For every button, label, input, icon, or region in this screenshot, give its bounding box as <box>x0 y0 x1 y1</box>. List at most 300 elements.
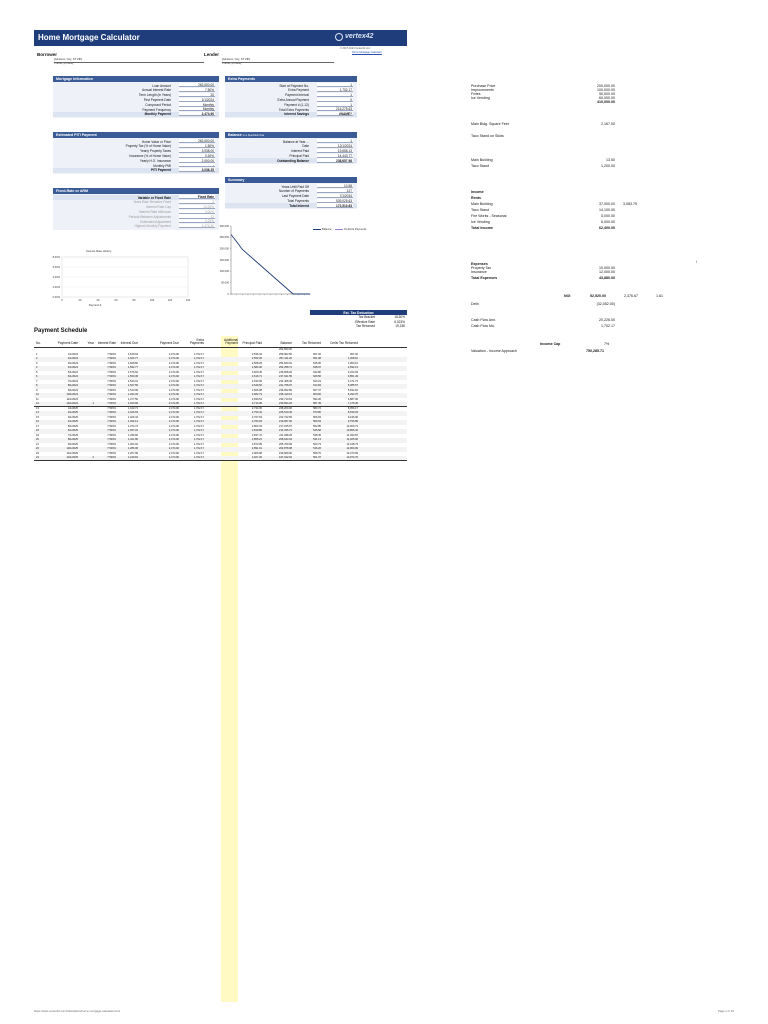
row-rate: 7.500% <box>107 379 116 383</box>
row-interest-due: 1,304.02 <box>127 442 138 446</box>
property-tax-rate-row[interactable]: Property Tax (% of Home Value) 1.50% <box>125 144 214 149</box>
row-interest-due: 1,576.62 <box>127 370 138 374</box>
row-number: 7 <box>36 379 38 383</box>
row-principal: 2,750.44 <box>251 411 262 415</box>
row-principal: 2,584.30 <box>251 366 262 370</box>
col-rate: Interest Rate <box>97 341 116 346</box>
row-interest-due: 1,640.63 <box>127 352 138 356</box>
row-payment-due: 2,474.90 <box>168 456 179 460</box>
row-payment-due: 2,474.90 <box>168 357 179 361</box>
row-balance: 259,963.56 <box>279 352 292 356</box>
row-cumulative-tax: 1,308.10 <box>347 357 358 361</box>
income-cap-value: 7% <box>604 342 610 346</box>
row-interest-due: 1,592.77 <box>127 366 138 370</box>
row-tax: 638.97 <box>313 366 321 370</box>
rate-minimum-row[interactable]: Interest Rate Minimum 3.00% <box>138 209 214 214</box>
row-principal: 2,873.05 <box>251 442 262 446</box>
tax-deduction-heading: Est. Tax Deduction <box>310 310 407 315</box>
note-value: 14,100.00 <box>599 208 615 212</box>
row-payment-due: 2,474.90 <box>168 375 179 379</box>
row-cumulative-tax: 9,196.96 <box>347 415 358 419</box>
row-date: 6/1/2025 <box>67 429 78 433</box>
row-interest-due: 1,608.82 <box>127 361 138 365</box>
row-principal: 2,699.51 <box>251 397 262 401</box>
row-rate: 7.500% <box>107 357 116 361</box>
total-interest-row: Total Interest 172,510.63 <box>225 203 357 208</box>
row-payment-due: 2,474.90 <box>168 433 179 437</box>
rate-type-row[interactable]: Variable or Fixed Rate Fixed Rate <box>53 195 219 200</box>
balance-series-line <box>231 235 310 295</box>
balance-chart-svg <box>205 222 410 300</box>
row-tax: 657.02 <box>313 352 321 356</box>
payment-number-row[interactable]: Payment # (1-12) 1 <box>284 102 352 107</box>
lender-phone: Phone: [Phone] <box>222 61 242 65</box>
note-value: 2,167.00 <box>601 122 615 126</box>
row-extra: 1,702.17 <box>193 352 204 356</box>
note-extra: 3,083.75 <box>623 202 637 206</box>
row-interest-due: 1,560.36 <box>127 375 138 379</box>
row-extra: 1,702.17 <box>193 393 204 397</box>
row-balance: 239,092.89 <box>279 388 292 392</box>
total-extra-payments-row: Total Extra Payments 216,275.63 <box>278 107 352 112</box>
balance-chart <box>205 222 410 300</box>
row-payment-due: 2,474.90 <box>168 388 179 392</box>
row-rate: 7.500% <box>107 429 116 433</box>
row-extra: 1,702.17 <box>193 379 204 383</box>
monthly-pmi-row[interactable]: Monthly PMI - <box>153 163 214 168</box>
first-payment-date-row[interactable]: First Payment Date 1/1/2024 <box>143 97 214 102</box>
tax-bracket-row[interactable]: Tax Bracket 18.50% <box>358 315 405 319</box>
rate-x-tick: 0 <box>61 299 63 302</box>
row-date: 3/1/2025 <box>67 415 78 419</box>
row-cumulative-tax: 11,925.00 <box>346 438 358 442</box>
lender-label: Lender <box>204 52 220 57</box>
piti-heading: Estimated PITI Payment <box>53 132 219 138</box>
row-principal: 2,716.38 <box>251 402 262 406</box>
note-label: Fire Works - Seasonal <box>471 214 507 218</box>
row-balance: 205,769.99 <box>279 442 292 446</box>
row-extra: 1,702.17 <box>193 384 204 388</box>
row-interest-due: 1,339.60 <box>127 433 138 437</box>
row-rate: 7.500% <box>107 433 116 437</box>
summary-heading: Summary <box>225 177 357 183</box>
balance-y-tick: 300,000 <box>219 224 229 228</box>
rate-y-tick: 8.00% <box>52 255 60 259</box>
col-additional: Additional Payment <box>224 337 238 346</box>
row-interest-due: 1,510.99 <box>127 388 138 392</box>
row-payment-due: 2,474.90 <box>168 406 179 410</box>
row-number: 14 <box>36 411 39 415</box>
borrower-address: [Address, City, ST ZIP] <box>54 57 83 61</box>
col-extra: Extra Payments <box>189 337 204 346</box>
mortgage-info-heading: Mortgage Information <box>53 76 219 82</box>
no-extra-legend-swatch <box>335 229 343 230</box>
row-extra: 1,702.17 <box>193 375 204 379</box>
row-payment-due: 2,474.90 <box>168 415 179 419</box>
col-tax: Tax Returned <box>302 341 321 346</box>
row-rate: 7.500% <box>107 420 116 424</box>
row-tax: 523.73 <box>313 442 321 446</box>
opening-balance: 262,500.00 <box>279 348 292 352</box>
row-number: 23 <box>36 451 39 455</box>
row-rate: 7.500% <box>107 366 116 370</box>
row-cumulative-tax: 9,756.89 <box>347 420 358 424</box>
balance-legend-swatch <box>313 229 321 230</box>
row-balance: 222,742.83 <box>279 415 292 419</box>
row-tax: 545.68 <box>313 429 321 433</box>
row-number: 15 <box>36 415 39 419</box>
balance-y-tick: 100,000 <box>219 270 229 274</box>
row-principal: 2,733.36 <box>251 406 262 410</box>
brand-logo: vertex42 <box>345 33 374 40</box>
row-principal: 2,649.52 <box>251 384 262 388</box>
row-number: 13 <box>36 406 39 410</box>
row-number: 12 <box>36 402 39 406</box>
row-balance: 252,258.71 <box>279 366 292 370</box>
row-extra: 1,702.17 <box>193 424 204 428</box>
rate-cap-row[interactable]: Interest Rate Cap 12.00% <box>146 205 214 210</box>
note-label: Property Tax <box>471 266 492 270</box>
row-number: 5 <box>36 370 38 374</box>
row-rate: 7.500% <box>107 442 116 446</box>
rate-chart-title: Interest Rate History <box>86 249 112 253</box>
row-interest-due: 1,409.44 <box>127 415 138 419</box>
footer-page: Page 1 of 15 <box>718 1009 734 1013</box>
row-tax: 538.45 <box>313 433 321 437</box>
row-interest-due: 1,286.06 <box>127 447 138 451</box>
balance-year-row[interactable]: Balance at Year ... 1 <box>283 139 352 144</box>
extra-annual-payment-row[interactable]: Extra Annual Payment 0 <box>277 97 352 102</box>
row-payment-due: 2,474.90 <box>168 366 179 370</box>
row-principal: 2,891.01 <box>251 447 262 451</box>
schedule-rows <box>34 353 407 461</box>
row-payment-due: 2,474.90 <box>168 411 179 415</box>
row-payment-due: 2,474.90 <box>168 361 179 365</box>
row-payment-due: 2,474.90 <box>168 429 179 433</box>
row-extra: 1,702.17 <box>193 366 204 370</box>
row-tax: 607.37 <box>313 388 321 392</box>
row-balance: 249,658.26 <box>279 370 292 374</box>
balance-heading: Balance in a Specified Year <box>225 132 357 138</box>
row-interest-due: 1,460.69 <box>127 402 138 406</box>
note-label: Main Building <box>471 158 493 162</box>
row-balance: 219,957.90 <box>279 420 292 424</box>
row-date: 2/1/2025 <box>67 411 78 415</box>
row-principal: 2,568.25 <box>251 361 262 365</box>
balance-chart-legend: Balance No Extra Payments <box>310 228 366 231</box>
home-value-row[interactable]: Home Value or Price 262,500.00 <box>141 139 214 144</box>
note-label: Purchase Price <box>471 84 496 88</box>
col-cumulative-tax: Cmltv Tax Returned <box>330 341 358 346</box>
row-date: 3/1/2024 <box>67 361 78 365</box>
row-payment-due: 2,474.90 <box>168 424 179 428</box>
row-date: 5/1/2025 <box>67 424 78 428</box>
row-cumulative-tax: 10,855.42 <box>346 429 358 433</box>
note-value: 1,200.00 <box>601 164 615 168</box>
row-interest-due: 1,527.55 <box>127 384 138 388</box>
col-interest-due: Interest Due <box>120 341 138 346</box>
row-date: 1/1/2025 <box>67 406 78 410</box>
payment-schedule-table <box>34 336 407 461</box>
row-number: 17 <box>36 424 39 428</box>
insurance-rate-row[interactable]: Insurance (% of Home Value) 0.20% <box>129 153 214 158</box>
start-payment-row[interactable]: Start at Payment No. 1 <box>279 83 352 88</box>
row-extra: 1,702.17 <box>193 456 204 460</box>
row-date: 7/1/2025 <box>67 433 78 437</box>
yearly-property-taxes-row: Yearly Property Taxes 3,938.00 <box>140 149 214 154</box>
row-cumulative-tax: 6,293.76 <box>347 393 358 397</box>
note-label: Ice Vending <box>471 220 490 224</box>
row-rate: 7.500% <box>107 438 116 442</box>
col-payment-due: Payment Due <box>159 341 179 346</box>
principal-paid-row: Principal Paid 14,443.77 <box>289 153 352 158</box>
row-extra: 1,702.17 <box>193 451 204 455</box>
vertex42-logo-icon <box>335 33 343 41</box>
rate-x-tick: 140 <box>185 299 191 302</box>
row-tax: 573.86 <box>313 411 321 415</box>
row-balance: 233,710.64 <box>279 397 292 401</box>
row-extra: 1,702.17 <box>193 361 204 365</box>
balance-y-tick: 150,000 <box>219 258 229 262</box>
valuation-value: 750,285.71 <box>586 349 604 353</box>
rate-x-tick: 80 <box>132 299 136 302</box>
row-tax: 501.07 <box>313 456 321 460</box>
schedule-header <box>34 336 407 348</box>
row-cumulative-tax: 11,393.87 <box>346 433 358 437</box>
noi-value: 52,520.00 <box>590 294 606 298</box>
row-year: 2 <box>92 456 94 460</box>
row-payment-due: 2,474.90 <box>168 442 179 446</box>
row-number: 1 <box>36 352 38 356</box>
row-principal: 2,909.08 <box>251 451 262 455</box>
template-link[interactable]: Home Mortgage Calculator <box>352 51 382 54</box>
note-label: Taco Stand <box>471 164 489 168</box>
monthly-payment-row: Monthly Payment 2,474.90 <box>53 112 219 117</box>
extra-payments-panel <box>225 76 357 118</box>
row-balance: 254,843.01 <box>279 361 292 365</box>
note-value: 13.50 <box>606 158 615 162</box>
borrower-phone: Phone: [Phone] <box>54 61 74 65</box>
years-fixed-row[interactable]: Years Rate Remains Fixed 2 <box>133 200 214 205</box>
row-cumulative-tax: 12,448.73 <box>346 442 358 446</box>
row-extra: 1,702.17 <box>193 420 204 424</box>
row-principal: 2,927.26 <box>251 456 262 460</box>
row-date: 9/1/2025 <box>67 442 78 446</box>
row-balance: 225,510.46 <box>279 411 292 415</box>
row-payment-due: 2,474.90 <box>168 447 179 451</box>
row-rate: 7.500% <box>107 352 116 356</box>
note-value: (32,052.00) <box>596 302 615 306</box>
outstanding-balance-row: Outstanding Balance 238,657.98 <box>225 158 357 163</box>
last-payment-date-row: Last Payment Date 7/1/2034 <box>281 194 352 199</box>
note-label: Rents <box>471 196 481 200</box>
row-cumulative-tax: 1,953.16 <box>347 361 358 365</box>
row-cumulative-tax: 4,471.73 <box>347 379 358 383</box>
row-extra: 1,702.17 <box>193 397 204 401</box>
rate-x-tick: 100 <box>149 299 155 302</box>
row-principal: 2,666.08 <box>251 388 262 392</box>
row-principal: 2,536.44 <box>251 352 262 356</box>
row-payment-due: 2,474.90 <box>168 384 179 388</box>
row-cumulative-tax: 12,964.99 <box>346 447 358 451</box>
row-number: 11 <box>36 397 39 401</box>
note-value: 43,880.00 <box>599 276 615 280</box>
row-balance: 197,042.64 <box>279 456 292 460</box>
row-cumulative-tax: 13,473.69 <box>346 451 358 455</box>
rate-y-tick: 2.00% <box>52 285 60 289</box>
row-interest-due: 1,426.63 <box>127 411 138 415</box>
row-extra: 1,702.17 <box>193 402 204 406</box>
row-date: 10/1/2024 <box>66 393 78 397</box>
row-tax: 508.70 <box>313 451 321 455</box>
row-date: 8/1/2025 <box>67 438 78 442</box>
row-balance: 217,155.57 <box>279 424 292 428</box>
row-number: 3 <box>36 361 38 365</box>
periods-between-row[interactable]: Periods Between Adjustments 12 <box>128 214 214 219</box>
row-interest-due: 1,267.99 <box>127 451 138 455</box>
note-label: Insurance <box>471 270 487 274</box>
balance-y-tick: 200,000 <box>219 247 229 251</box>
row-payment-due: 2,474.90 <box>168 379 179 383</box>
row-date: 10/1/2025 <box>66 447 78 451</box>
rate-y-tick: 4.00% <box>52 275 60 279</box>
balance-panel <box>225 132 357 164</box>
row-number: 24 <box>36 456 39 460</box>
term-length-row[interactable]: Term Length (in Years) 20 <box>138 93 214 98</box>
mortgage-info-panel <box>53 76 219 118</box>
compound-period-row[interactable]: Compound Period Monthly <box>145 102 214 107</box>
noi-monthly: 2,376.67 <box>624 294 638 298</box>
row-payment-due: 2,474.90 <box>168 451 179 455</box>
payment-frequency-row[interactable]: Payment Frequency Monthly <box>142 107 214 112</box>
row-tax: 632.80 <box>313 370 321 374</box>
row-extra: 1,702.17 <box>193 433 204 437</box>
row-principal: 2,633.06 <box>251 379 262 383</box>
row-interest-due: 1,544.01 <box>127 379 138 383</box>
estimated-adjustment-row[interactable]: Estimated Adjustment 0.25% <box>140 219 214 224</box>
note-value: 62,400.00 <box>599 226 615 230</box>
row-cumulative-tax: 13,974.76 <box>346 456 358 460</box>
balance-date-row: Date 12/1/2024 <box>302 144 352 149</box>
lender-address: [Address, City, ST ZIP] <box>222 57 251 61</box>
note-value: 10,000.00 <box>599 266 615 270</box>
note-label: Main Building <box>471 202 493 206</box>
row-date: 9/1/2024 <box>67 388 78 392</box>
row-rate: 7.500% <box>107 370 116 374</box>
rate-x-tick: 60 <box>114 299 118 302</box>
row-balance: 202,878.98 <box>279 447 292 451</box>
total-payments-row: Total Payments 539,025.63 <box>287 198 352 203</box>
row-rate: 7.500% <box>107 411 116 415</box>
row-interest-due: 1,494.33 <box>127 393 138 397</box>
note-label: Total Expenses <box>471 276 498 280</box>
balance-y-tick: 0 <box>227 292 229 296</box>
row-rate: 7.500% <box>107 361 116 365</box>
note-label: Ice Vending <box>471 96 490 100</box>
note-label: Taco Stand on Skids <box>471 134 504 138</box>
row-date: 8/1/2024 <box>67 384 78 388</box>
side-mark: / <box>696 260 697 264</box>
row-date: 2/1/2024 <box>67 357 78 361</box>
note-value: 200,000.00 <box>597 84 615 88</box>
payment-interval-row[interactable]: Payment Interval 1 <box>285 93 352 98</box>
interest-rate-row[interactable]: Annual Interest Rate 7.50% <box>141 88 214 93</box>
note-value: 6,000.00 <box>601 220 615 224</box>
row-cumulative-tax: 657.02 <box>350 352 358 356</box>
summary-panel <box>225 177 357 209</box>
row-number: 16 <box>36 420 39 424</box>
row-extra: 1,702.17 <box>193 370 204 374</box>
rate-x-tick: 40 <box>96 299 100 302</box>
piti-panel <box>53 132 219 174</box>
row-principal: 2,616.71 <box>251 375 262 379</box>
row-cumulative-tax: 5,085.57 <box>347 384 358 388</box>
row-date: 6/1/2024 <box>67 375 78 379</box>
row-number: 18 <box>36 429 39 433</box>
row-payment-due: 2,474.90 <box>168 402 179 406</box>
row-cumulative-tax: 8,630.03 <box>347 411 358 415</box>
piti-payment-row: PITI Payment 3,036.25 <box>53 168 219 173</box>
loan-amount-row[interactable]: Loan Amount 262,500.00 <box>152 83 214 88</box>
row-rate: 7.500% <box>107 375 116 379</box>
row-principal: 2,855.21 <box>251 438 262 442</box>
note-value: 37,000.00 <box>599 202 615 206</box>
borrower-label: Borrower <box>37 52 58 57</box>
row-extra: 1,702.17 <box>193 447 204 451</box>
row-extra: 1,702.17 <box>193 406 204 410</box>
schedule-title: Payment Schedule <box>34 328 88 334</box>
row-principal: 2,552.30 <box>251 357 262 361</box>
row-date: 12/1/2025 <box>66 456 78 460</box>
row-tax: 620.24 <box>313 379 321 383</box>
row-balance: 244,408.49 <box>279 379 292 383</box>
row-number: 6 <box>36 375 38 379</box>
row-balance: 236,410.15 <box>279 393 292 397</box>
col-balance: Balance <box>280 341 292 346</box>
row-number: 8 <box>36 384 38 388</box>
row-number: 2 <box>36 357 38 361</box>
highest-payment-row: Highest Monthly Payment 2,474.90 <box>134 224 214 229</box>
row-principal: 2,819.85 <box>251 429 262 433</box>
row-cumulative-tax: 3,851.49 <box>347 375 358 379</box>
row-tax: 587.49 <box>313 402 321 406</box>
row-date: 4/1/2024 <box>67 366 78 370</box>
row-cumulative-tax: 6,887.96 <box>347 397 358 401</box>
row-payment-due: 2,474.90 <box>168 438 179 442</box>
extra-payment-row[interactable]: Extra Payment 1,702.17 <box>288 88 352 93</box>
row-interest-due: 1,321.86 <box>127 438 138 442</box>
row-date: 4/1/2025 <box>67 420 78 424</box>
income-cap-label: Income Cap <box>540 342 561 346</box>
rate-x-label: Payment # <box>88 304 102 307</box>
interest-savings-row: Interest Savings #NAME? <box>225 112 357 117</box>
row-balance: 199,969.90 <box>279 451 292 455</box>
row-tax: 626.56 <box>313 375 321 379</box>
note-label: Main Bldg. Square Feet <box>471 122 509 126</box>
row-cumulative-tax: 5,692.94 <box>347 388 358 392</box>
note-value: 410,000.00 <box>597 100 615 104</box>
row-interest-due: 1,357.22 <box>127 429 138 433</box>
row-payment-due: 2,474.90 <box>168 370 179 374</box>
row-cumulative-tax: 10,309.74 <box>346 424 358 428</box>
copyright: © 2007-2023 Vertex42 LLC <box>340 47 371 50</box>
row-date: 5/1/2024 <box>67 370 78 374</box>
row-extra: 1,702.17 <box>193 411 204 415</box>
row-payment-due: 2,474.90 <box>168 420 179 424</box>
row-balance: 247,041.55 <box>279 375 292 379</box>
note-value: 5,000.00 <box>601 214 615 218</box>
tax-deduction-box <box>310 310 407 329</box>
